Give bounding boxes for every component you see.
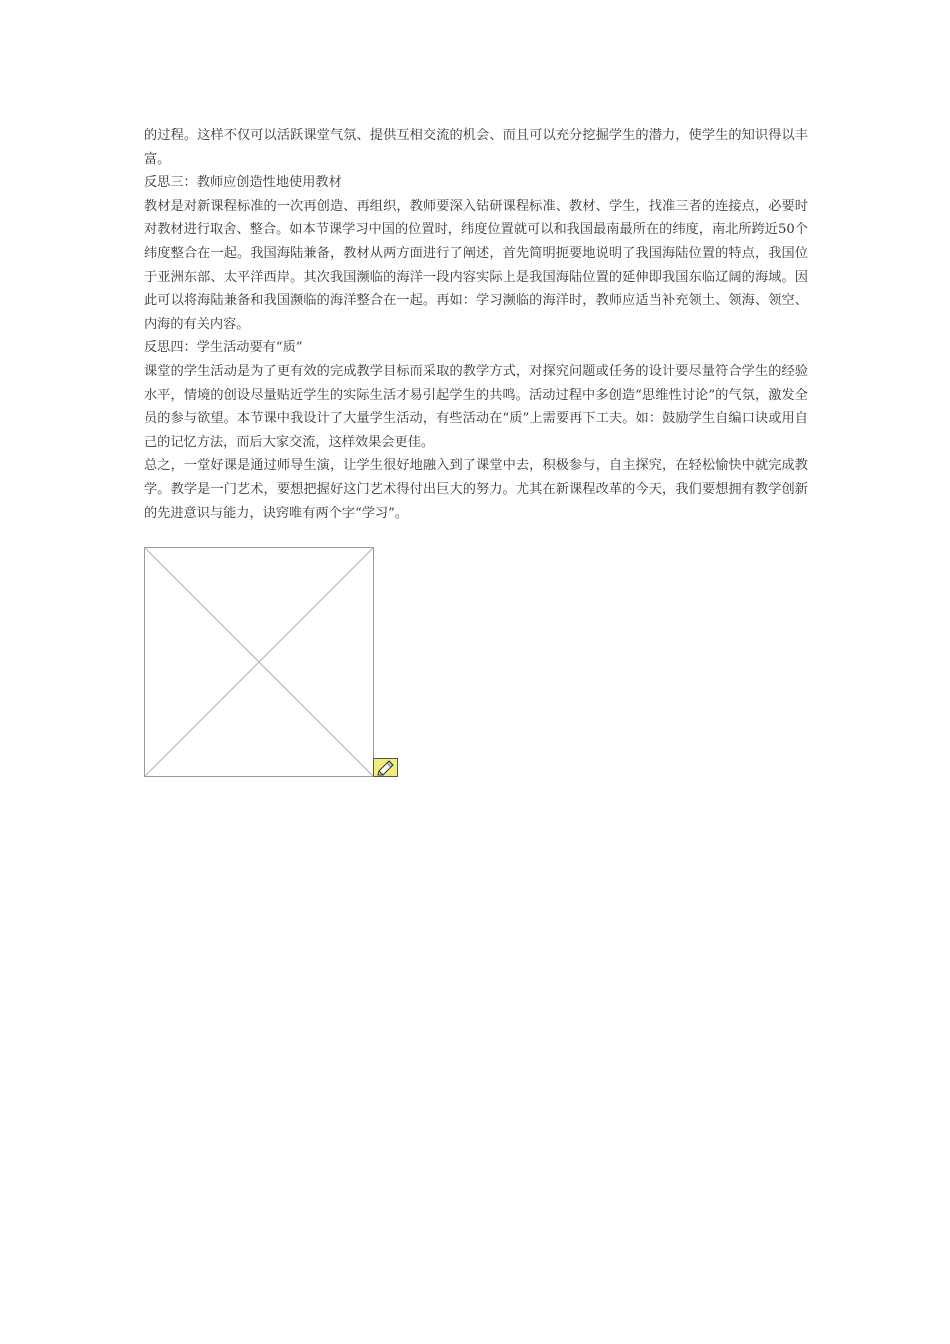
heading-reflection-four: 反思四：学生活动要有“质” xyxy=(144,340,303,356)
image-edit-icon[interactable] xyxy=(373,758,398,777)
paragraph-conclusion: 总之，一堂好课是通过师导生演，让学生很好地融入到了课堂中去，积极参与，自主探究，在轻松愉快中就完成教学。教学是一门艺术，要想把握好这门艺术得付出巨大的努力。尤其在新课程改革的今天，我们要想拥有教学创新的先进意识与能力，诀窍唯有两个字“学习”。 xyxy=(144,458,808,521)
image-edit-glyph xyxy=(373,758,398,777)
paragraph-continuation: 的过程。这样不仅可以活跃课堂气氛、提供互相交流的机会、而且可以充分挖掘学生的潜力，使学生的知识得以丰富。 xyxy=(144,128,808,167)
paragraph-textbook: 教材是对新课程标准的一次再创造、再组织，教师要深入钻研课程标准、教材、学生，找准三者的连接点，必要时对教材进行取舍、整合。如本节课学习中国的位置时，纬度位置就可以和我国最南最所在的纬度，南北所跨近50个纬度整合在一起。我国海陆兼备，教材从两方面进行了阐述，首先简明扼要地说明了我国海陆位置的特点，我国位于亚洲东部、太平洋西岸。其次我国濒临的海洋一段内容实际上是我国海陆位置的延伸即我国东临辽阔的海域。因此可以将海陆兼备和我国濒临的海洋整合在一起。再如：学习濒临的海洋时，教师应适当补充领土、领海、领空、内海的有关内容。 xyxy=(144,198,808,332)
heading-reflection-three: 反思三：教师应创造性地使用教材 xyxy=(144,175,342,191)
paragraph-student-activities: 课堂的学生活动是为了更有效的完成教学目标而采取的教学方式，对探究问题或任务的设计要尽量符合学生的经验水平，情境的创设尽量贴近学生的实际生活才易引起学生的共鸣。活动过程中多创造“思维性讨论”的气氛，激发全员的参与欲望。本节课中我设计了大量学生活动，有些活动在“质”上需要再下工夫。如：鼓励学生自编口诀或用自己的记忆方法，而后大家交流，这样效果会更佳。 xyxy=(144,363,808,450)
broken-image-icon[interactable] xyxy=(144,547,374,777)
broken-image-frame xyxy=(144,547,374,777)
document-body xyxy=(144,124,808,525)
